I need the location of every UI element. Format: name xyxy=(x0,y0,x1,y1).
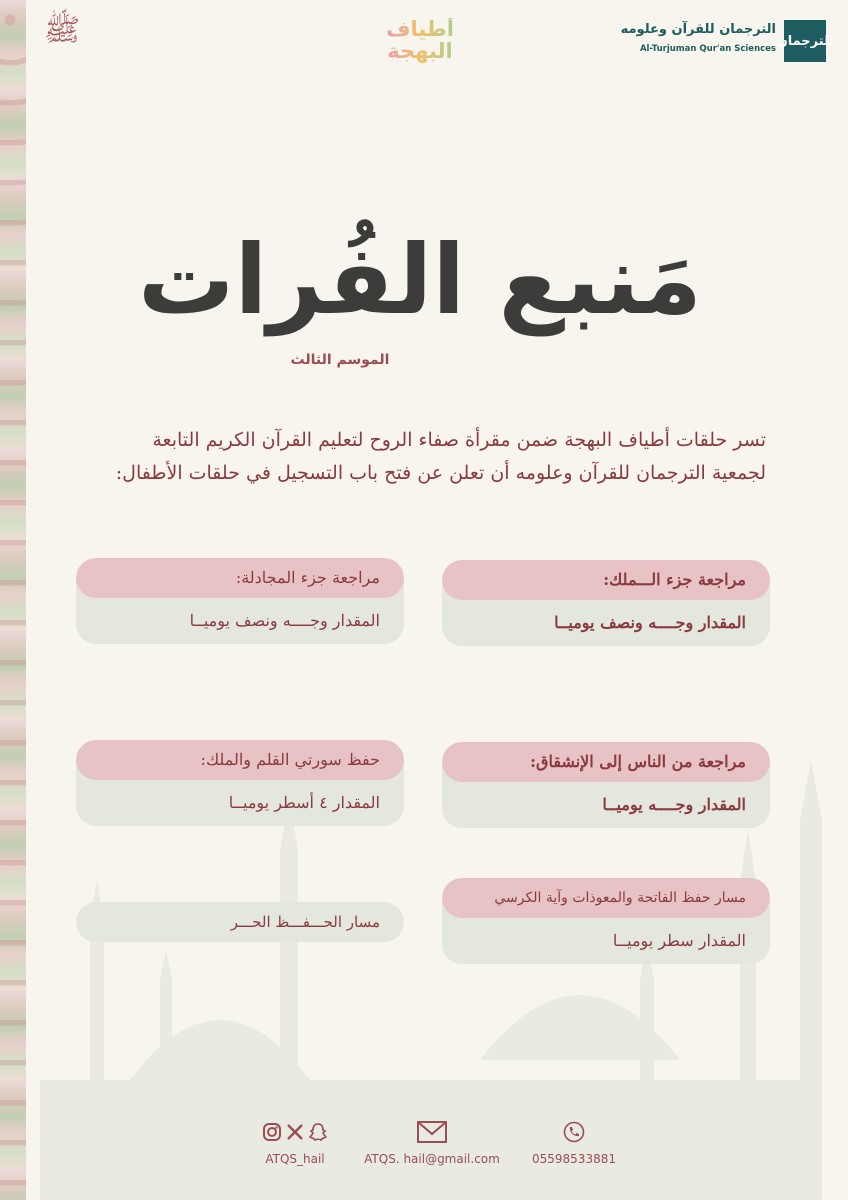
instagram-icon[interactable] xyxy=(262,1122,282,1142)
intro-paragraph: تسر حلقات أطياف البهجة ضمن مقرأة صفاء الروح لتعليم القرآن الكريم التابعة لجمعية الترجمان للقرآن وعلومه أن تعلن عن فتح باب التسجيل في حلقات الأطفال: xyxy=(115,429,766,484)
track-card-free-memorize xyxy=(76,902,404,942)
track-title: مسار الحـــفـــظ الحـــر xyxy=(230,913,380,931)
track-card-nas-inshiqaq-review xyxy=(442,742,770,828)
track-detail: المقدار سطر يوميــا xyxy=(612,931,746,950)
track-title: مراجعة جزء المجادلة: xyxy=(76,558,404,598)
association-logo xyxy=(30,8,94,76)
track-detail: المقدار ٤ أسطر يوميــا xyxy=(228,793,380,812)
x-icon[interactable] xyxy=(286,1123,304,1141)
track-title: مراجعة من الناس إلى الإنشقاق: xyxy=(442,742,770,782)
phone-icon[interactable] xyxy=(563,1121,585,1143)
track-detail: المقدار وجــــه ونصف يوميــا xyxy=(189,611,380,630)
email-contact xyxy=(352,1118,512,1166)
social-handle[interactable]: ATQS_hail xyxy=(265,1152,325,1166)
track-detail: المقدار وجــــه يوميــا xyxy=(602,795,746,814)
snapchat-icon[interactable] xyxy=(308,1122,328,1142)
track-title: مسار حفظ الفاتحة والمعوذات وآية الكرسي xyxy=(442,878,770,918)
turjuman-mark-icon: الترجمان xyxy=(784,20,826,62)
page-title: مَنبع الفُرات xyxy=(138,224,702,336)
track-card-mulk-review xyxy=(442,560,770,646)
mail-icon[interactable] xyxy=(417,1121,447,1143)
track-card-mujadila-review xyxy=(76,558,404,644)
season-label: الموسم الثالث xyxy=(290,352,390,368)
atyaf-logo: أطياف البهجة xyxy=(380,18,460,74)
track-card-qalam-mulk-memorize xyxy=(76,740,404,826)
track-title: مراجعة جزء الـــملك: xyxy=(442,560,770,600)
track-detail: المقدار وجــــه ونصف يوميــا xyxy=(554,613,746,632)
header xyxy=(0,0,848,90)
track-title: حفظ سورتي القلم والملك: xyxy=(76,740,404,780)
turjuman-logo xyxy=(616,20,834,68)
phone-number[interactable]: 05598533881 xyxy=(532,1152,616,1166)
track-card-fatiha-memorize xyxy=(442,878,770,964)
social-contact xyxy=(240,1118,350,1166)
turjuman-arabic-name: الترجمان للقرآن وعلومه xyxy=(620,22,776,37)
calligraphy-logo-icon: ﷺ xyxy=(43,12,81,48)
footer xyxy=(0,1118,848,1188)
email-address[interactable]: ATQS. hail@gmail.com xyxy=(364,1152,500,1166)
turjuman-english-name: Al-Turjuman Qur'an Sciences xyxy=(639,44,776,54)
phone-contact xyxy=(528,1118,620,1166)
